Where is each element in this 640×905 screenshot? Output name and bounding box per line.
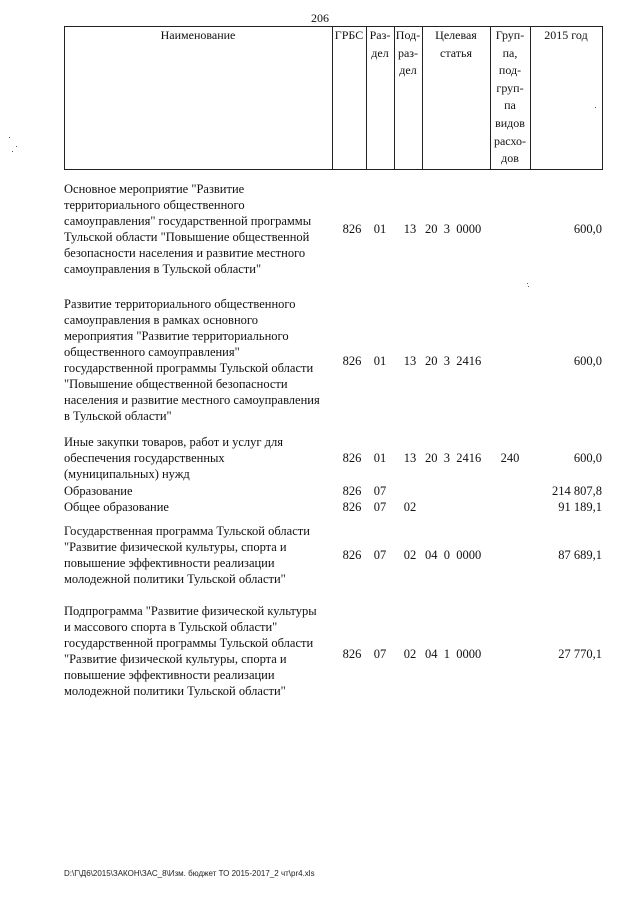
- row-grbs: 826: [342, 548, 362, 562]
- text-line: видов: [495, 115, 525, 130]
- text-line: груп-: [496, 80, 524, 95]
- text-line: дел: [399, 63, 417, 78]
- text-line: па: [504, 98, 516, 113]
- row-sum: 600,0: [573, 354, 602, 368]
- text-line: Подпрограмма "Развитие физической культуры: [64, 604, 317, 618]
- text-line: "Развитие физической культуры, спорта и: [64, 652, 287, 666]
- text-line: па,: [502, 45, 518, 60]
- col-divider: [530, 26, 531, 170]
- row-sum: 91 189,1: [558, 500, 602, 514]
- row-podrazdel: 13: [403, 222, 417, 236]
- row-name: [64, 523, 340, 587]
- scan-speck: [527, 283, 528, 284]
- header-razdel: [366, 27, 394, 62]
- scan-speck: [16, 146, 17, 147]
- row-podrazdel: 02: [403, 500, 417, 514]
- row-razdel: 07: [373, 548, 387, 562]
- row-celevaya: 04 0 0000: [425, 548, 482, 562]
- text-line: Образование: [64, 484, 133, 498]
- text-line: самоуправления в рамках основного: [64, 313, 258, 327]
- row-vid: 240: [500, 451, 520, 465]
- header-grbs: ГРБС: [334, 28, 364, 42]
- row-name: [64, 499, 340, 515]
- row-celevaya: 04 1 0000: [425, 647, 482, 661]
- header-year: 2015 год: [544, 28, 588, 42]
- col-divider: [64, 26, 65, 170]
- col-divider: [332, 26, 333, 170]
- row-grbs: 826: [342, 451, 362, 465]
- text-line: безопасности населения и развитие местного: [64, 246, 306, 260]
- text-line: молодежной политики Тульской области": [64, 684, 286, 698]
- text-line: "Развитие физической культуры, спорта и: [64, 540, 287, 554]
- header-name: Наименование: [160, 28, 236, 42]
- text-line: в Тульской области": [64, 409, 172, 423]
- text-line: обеспечения государственных: [64, 451, 225, 465]
- scan-speck: [528, 286, 529, 287]
- row-razdel: 07: [373, 484, 387, 498]
- text-line: Тульской области "Повышение общественной: [64, 230, 310, 244]
- text-line: под-: [498, 63, 522, 78]
- row-razdel: 01: [373, 354, 387, 368]
- row-celevaya: 20 3 0000: [425, 222, 482, 236]
- row-name: [64, 296, 340, 424]
- text-line: повышение эффективности реализации: [64, 556, 275, 570]
- text-line: территориального общественного: [64, 198, 245, 212]
- row-name: [64, 181, 340, 277]
- text-line: расхо-: [493, 133, 527, 148]
- text-line: дов: [501, 151, 519, 166]
- text-line: раз-: [397, 45, 419, 60]
- row-podrazdel: 13: [403, 451, 417, 465]
- row-razdel: 07: [373, 500, 387, 514]
- row-celevaya: 20 3 2416: [425, 354, 482, 368]
- row-sum: 600,0: [573, 222, 602, 236]
- text-line: повышение эффективности реализации: [64, 668, 275, 682]
- scan-speck: [12, 151, 13, 152]
- text-line: общественного самоуправления": [64, 345, 240, 359]
- row-grbs: 826: [342, 354, 362, 368]
- text-line: мероприятия "Развитие территориального: [64, 329, 289, 343]
- text-line: Под-: [395, 28, 421, 42]
- text-line: Целевая: [435, 28, 477, 42]
- text-line: Развитие территориального общественного: [64, 297, 296, 311]
- text-line: статья: [440, 45, 472, 60]
- text-line: государственной программы Тульской области: [64, 636, 314, 650]
- row-name: [64, 603, 340, 699]
- text-line: самоуправления в Тульской области": [64, 262, 262, 276]
- text-line: Иные закупки товаров, работ и услуг для: [64, 435, 284, 449]
- text-line: Общее образование: [64, 500, 169, 514]
- row-grbs: 826: [342, 500, 362, 514]
- text-line: Груп-: [495, 28, 525, 42]
- page-number: 206: [311, 11, 329, 25]
- row-sum: 214 807,8: [552, 484, 602, 498]
- row-name: [64, 434, 340, 482]
- scan-speck: [595, 107, 596, 108]
- row-name: [64, 483, 340, 499]
- row-grbs: 826: [342, 647, 362, 661]
- text-line: молодежной политики Тульской области": [64, 572, 286, 586]
- row-razdel: 01: [373, 222, 387, 236]
- text-line: "Повышение общественной безопасности: [64, 377, 288, 391]
- text-line: Основное мероприятие "Развитие: [64, 182, 245, 196]
- row-sum: 600,0: [573, 451, 602, 465]
- text-line: дел: [371, 45, 389, 60]
- text-line: и массового спорта в Тульской области": [64, 620, 278, 634]
- row-sum: 87 689,1: [558, 548, 602, 562]
- scan-speck: [9, 137, 10, 138]
- row-podrazdel: 02: [403, 647, 417, 661]
- text-line: самоуправления" государственной программы: [64, 214, 312, 228]
- row-sum: 27 770,1: [558, 647, 602, 661]
- row-podrazdel: 13: [403, 354, 417, 368]
- row-celevaya: 20 3 2416: [425, 451, 482, 465]
- row-grbs: 826: [342, 484, 362, 498]
- file-path-footer: D:\Г\Д6\2015\ЗАКОН\ЗАС_8\Изм. бюджет ТО 2015-2017_2 чт\pr4.xls: [64, 869, 315, 878]
- text-line: Раз-: [369, 28, 391, 42]
- text-line: населения и развитие местного самоуправления: [64, 393, 320, 407]
- text-line: Государственная программа Тульской области: [64, 524, 310, 538]
- row-razdel: 07: [373, 647, 387, 661]
- row-razdel: 01: [373, 451, 387, 465]
- header-gruppa: [490, 27, 530, 168]
- row-podrazdel: 02: [403, 548, 417, 562]
- header-podrazdel: [394, 27, 422, 80]
- text-line: (муниципальных) нужд: [64, 467, 190, 481]
- col-divider: [602, 26, 603, 170]
- header-celevaya: [422, 27, 490, 62]
- text-line: государственной программы Тульской области: [64, 361, 314, 375]
- row-grbs: 826: [342, 222, 362, 236]
